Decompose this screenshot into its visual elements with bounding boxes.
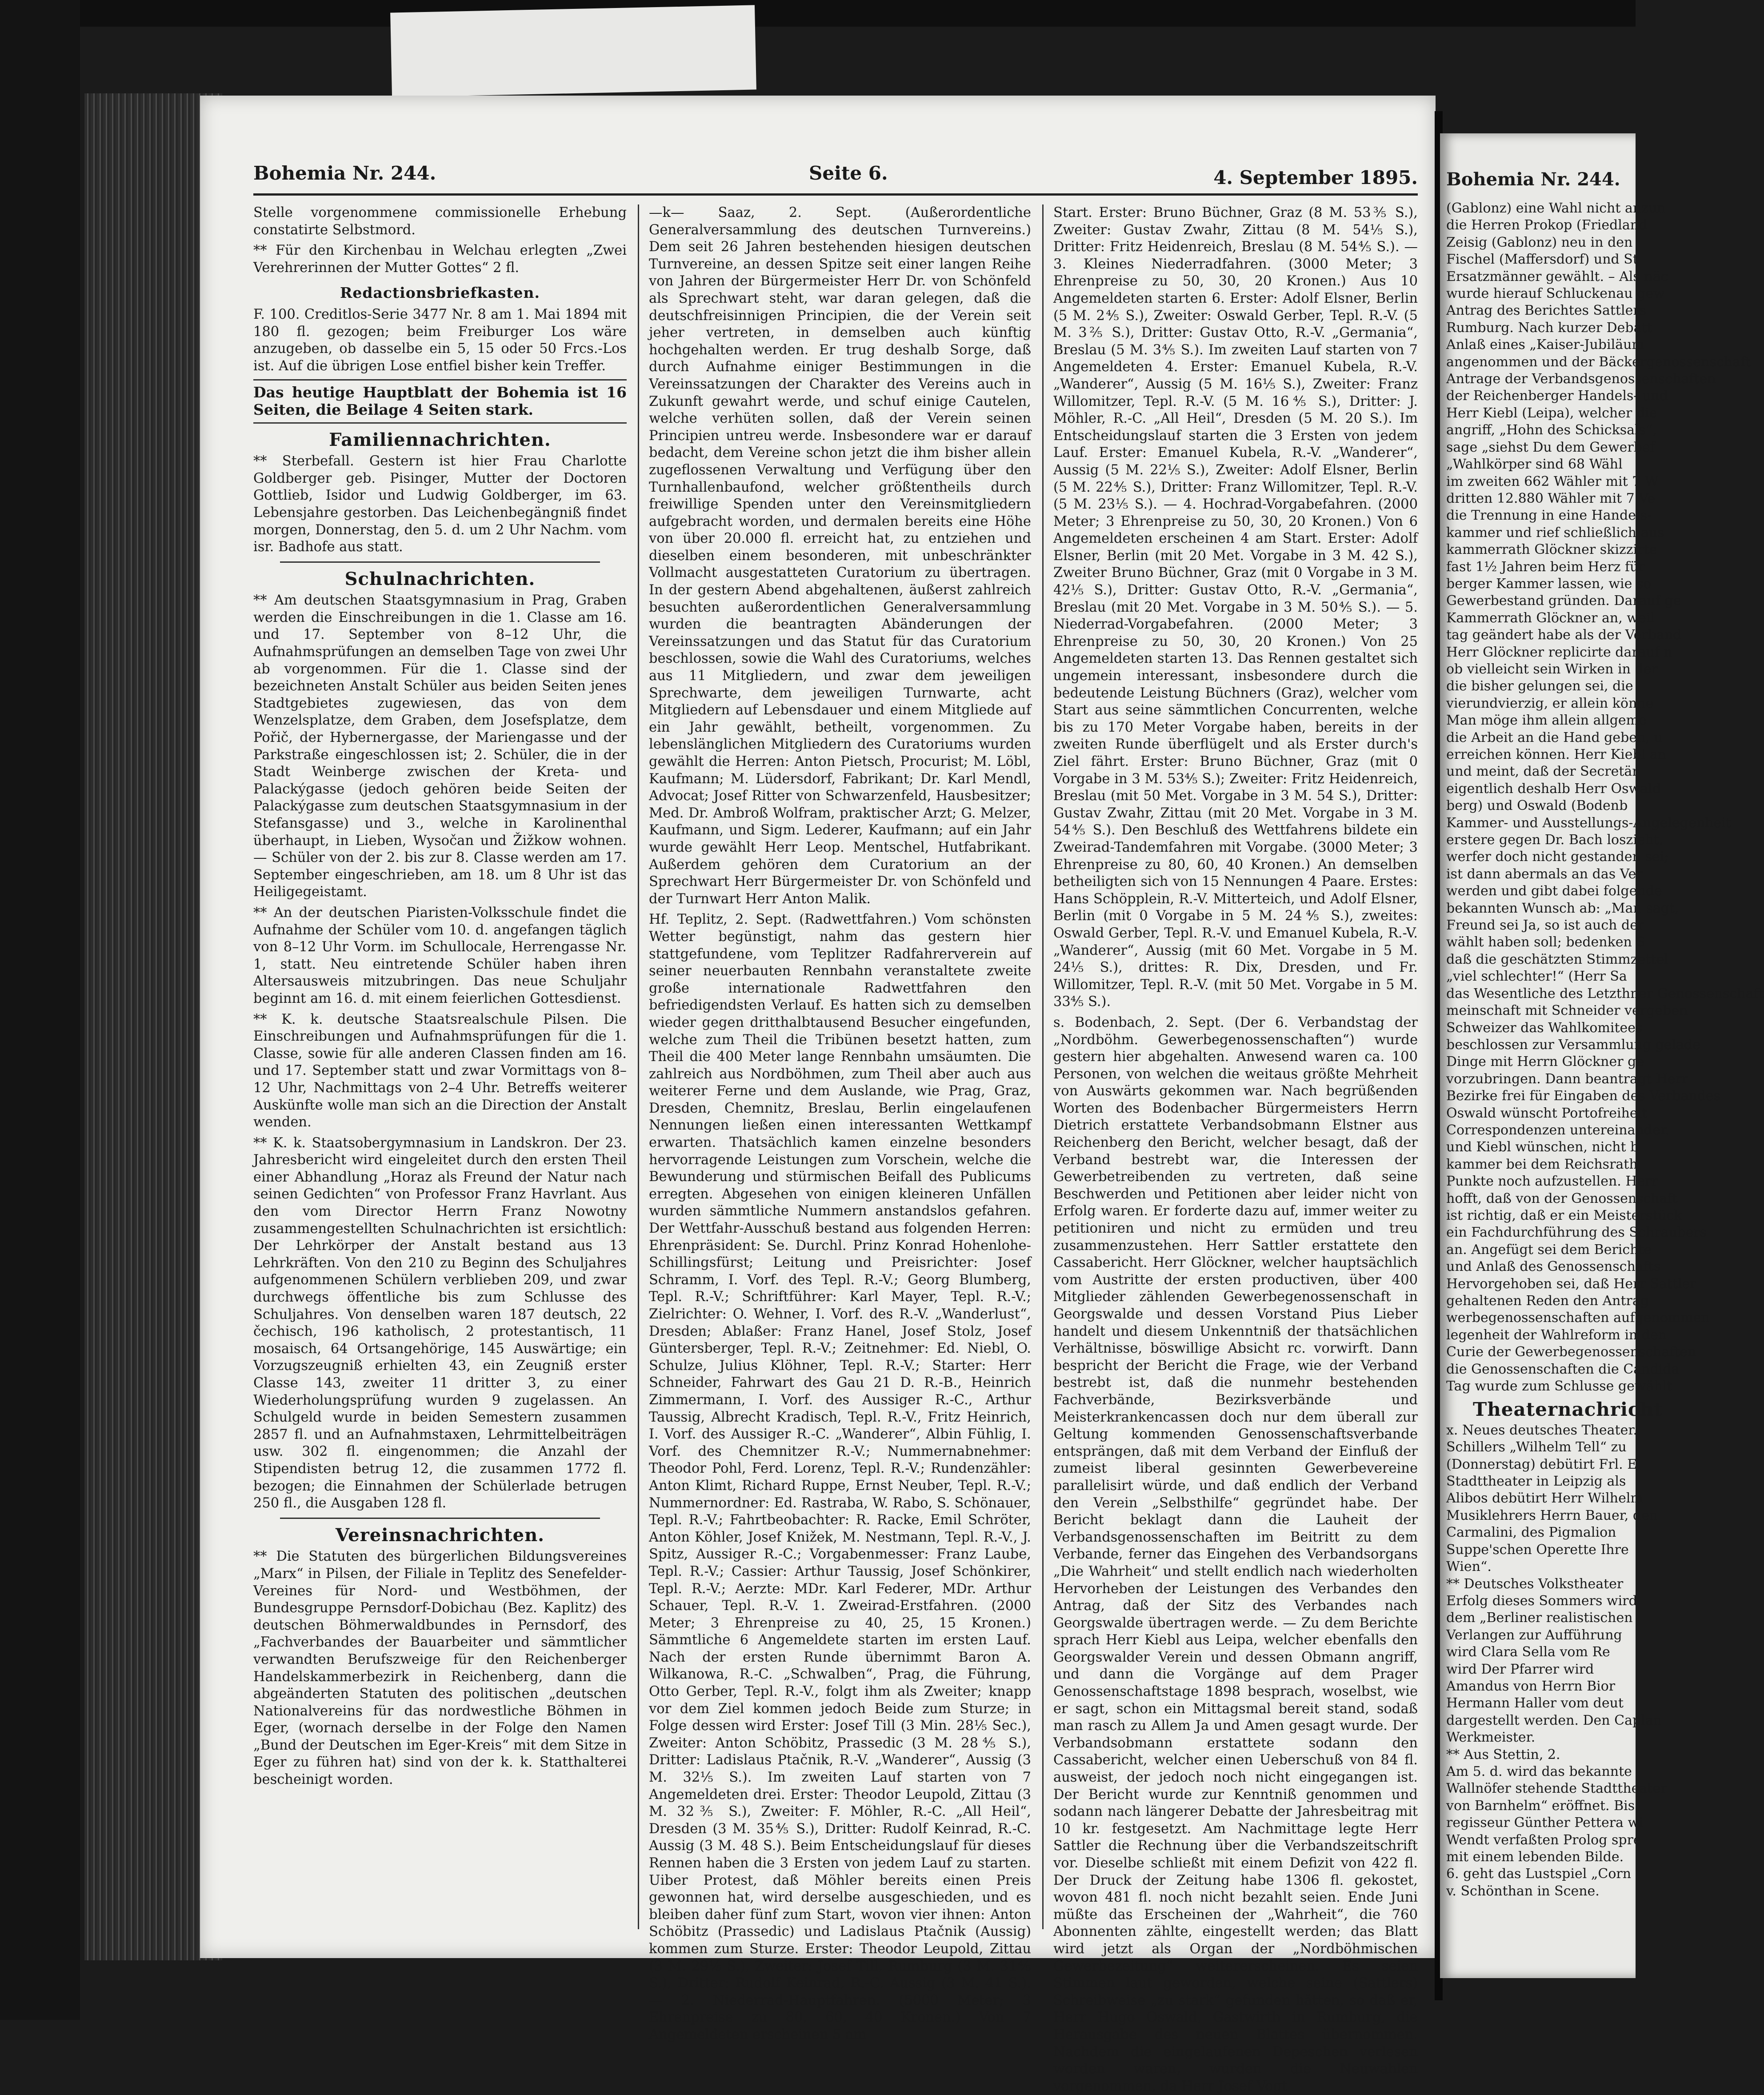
adjacent-page-line: die bisher gelungen sei, die [1446, 678, 1633, 694]
adjacent-page-line: wählt haben soll; bedenken S [1446, 934, 1645, 950]
adjacent-page-line: und meint, daß der Secretär [1446, 764, 1639, 780]
adjacent-page-line: Kammer- und Ausstellungs-Angelegenheit [1446, 815, 1731, 831]
separator [280, 1518, 600, 1519]
column-rule [1042, 204, 1044, 1929]
adjacent-page-line: Stadttheater in Leipzig als [1446, 1474, 1626, 1490]
adjacent-page-line: dritten 12.880 Wähler mit 7 Ve [1446, 490, 1655, 506]
adjacent-page-line: Theaternachricht [1473, 1398, 1663, 1421]
column-rule [638, 204, 639, 1929]
adjacent-page-line: Correspondenzen untereinander. [1446, 1122, 1670, 1138]
article-teplitz: Hf. Teplitz, 2. Sept. (Radwettfahren.) Vom schönsten Wetter begünstigt, nahm das gestern hier stattgefundene, vom Teplitzer Radfahrerverein auf seiner neuerbauten Rennbahn veranstaltete zweite große internationale Radwettfahren den befriedigendsten Verlauf. Es hatten sich zu demselben wieder gegen dritthalbtausend Besucher eingefunden, welche zum Theil die Tribünen besetzt hatten, zum Theil die 400 Meter lange Rennbahn umsäumten. Die zahlreich aus Nordböhmen, zum Theil aber auch aus weiterer Ferne und dem Auslande, wie Prag, Graz, Dresden, Chemnitz, Breslau, Berlin eingelaufenen Nennungen ließen einen interessanten Wettkampf erwarten. Thatsächlich kamen einzelne besonders hervorragende Leistungen zum Vorschein, welche die Bewunderung und stürmischen Beifall des Publicums erregten. Abgesehen von einigen kleineren Unfällen wurden sämmtliche Nummern anstandslos gefahren. Der Wettfahr-Ausschuß bestand aus folgenden Herren: Ehrenpräsident: Se. Durchl. Prinz Konrad Hohenlohe-Schillingsfürst; Leitung und Preisrichter: Josef Schramm, I. Vorf. des Tepl. R.-V.; Georg Blumberg, Tepl. R.-V.; Schriftführer: Karl Mayer, Tepl. R.-V.; Zielrichter: O. Wehner, I. Vorf. des R.-V. „Wanderlust“, Dresden; Ablaßer: Franz Hanel, Josef Stolz, Josef Güntersberger, Tepl. R.-V.; Zeitnehmer: Ed. Niebl, O. Schulze, Julius Klöhner, Tepl. R.-V.; Starter: Herr Schneider, Fahrwart des Gau 21 D. R.-B., Heinrich Zimmermann, I. Vorf. des Aussiger R.-C., Arthur Taussig, Albrecht Kradisch, Tepl. R.-V., Fritz Heinrich, I. Vorf. des Aussiger R.-C. „Wanderer“, Albin Fühlig, I. Vorf. des Chemnitzer R.-V.; Nummernabnehmer: Theodor Pohl, Ferd. Lorenz, Tepl. R.-V.; Rundenzähler: Anton Klimt, Richard Ruppe, Ernst Neuber, Tepl. R.-V.; Nummernordner: Ed. Rastraba, W. Rabo, S. Schönauer, Tepl. R.-V.; Fahrtbeobachter: R. Racke, Emil Schröter, Anton Köhler, Josef Knižek, M. Nestmann, Tepl. R.-V., J. Spitz, Aussiger R.-C.; Vorgabenmesser: Franz Laube, Tepl. R.-V.; Cassier: Arthur Taussig, Josef Schönkirer, Tepl. R.-V.; Aerzte: MDr. Karl Federer, MDr. Arthur Schauer, Tepl. R.-V. 1. Zweirad-Erstfahren. (2000 Meter; 3 Ehrenpreise zu 40, 25, 15 Kronen.) Sämmtliche 6 Angemeldete starten im ersten Lauf. Nach der ersten Runde übernimmt Baron A. Wilkanowa, R.-C. „Schwalben“, Prag, die Führung, Otto Gerber, Tepl. R.-V., folgt ihm als Zweiter; knapp vor dem Ziel kommen jedoch Beide zum Sturze; in Folge dessen wird Erster: Josef Till (3 Min. 28⅕ Sec.), Zweiter: Anton Schöbitz, Prassedic (3 M. 28⅘ S.), Dritter: Ladislaus Ptačnik, R.-V. „Wanderer“, Aussig (3 M. 32⅕ S.). Im zweiten Lauf starten von 7 Angemeldeten drei. Erster: Theodor Leupold, Zittau (3 M. 32⅗ S.), Zweiter: F. Möhler, R.-C. „All Heil“, Dresden (3 M. 35⅘ S.), Dritter: Rudolf Keinrad, R.-C. Aussig (3 M. 48 S.). Beim Entscheidungslauf für dieses Rennen haben die 3 Ersten von jedem Lauf zu starten. Uiber Protest, daß Möhler bereits einen Preis gewonnen hat, wird derselbe ausgeschieden, und es bleiben daher fünf zum Start, wovon vier ihnen: Anton Schöbitz (Prassedic) und Ladislaus Ptačnik (Aussig) kommen zum Sturze. Erster: Theodor Leupold, Zittau (3 M. 29⅕ S.), Zweiter: Josef Till, Rumburg (3 M. 31⅘ S.), Dritter: Rudolf Keinrad, R.-C. Aussig (3 M. 41 S.). — 2. Niederrad-Hauptfahren. (5000 Meter; 3 Ehrenpreise zu 80, 60, 40 Kronen.) Von 7 Angemeldeten erscheinen 5 am [649, 912, 1031, 2043]
article-schul-4: ** K. k. Staatsobergymnasium in Landskron. Der 23. Jahresbericht wird eingeleitet durch den ersten Theil einer Abhandlung „Horaz als Freund der Natur nach seinen Gedichten“ von Professor Franz Havrlant. Aus den vom Director Herrn Franz Nowotny zusammengestellten Schulnachrichten ist ersichtlich: Der Lehrkörper der Anstalt bestand aus 13 Lehrkräften. Von den 210 zu Beginn des Schuljahres aufgenommenen Schülern verblieben 209, und zwar durchwegs öffentliche bis zum Schlusse des Schuljahres. Von denselben waren 187 deutsch, 22 čechisch, 196 katholisch, 2 protestantisch, 11 mosaisch, 64 Ortsangehörige, 145 Auswärtige; ein Vorzugszeugniß erhielten 43, ein Zeugniß erster Classe 143, zweiter 11 dritter 3, zu einer Wiederholungsprüfung wurden 9 zugelassen. An Schulgeld wurde in beiden Semestern zusammen 2857 fl. und an Aufnahmstaxen, Lehrmittelbeiträgen usw. 302 fl. eingenommen; die Anzahl der Stipendisten betrug 12, die zusammen 1772 fl. bezogen; die Einnahmen der Schülerlade betrugen 250 fl., die Ausgaben 128 fl. [253, 1135, 627, 1511]
adjacent-page-line: x. Neues deutsches Theater. [1446, 1422, 1637, 1438]
adjacent-page-line: der Reichenberger Handels- und [1446, 388, 1668, 404]
adjacent-page-line: gehaltenen Reden den Antrag [1446, 1293, 1649, 1309]
paper-fragment [390, 5, 756, 97]
article-saaz: —k— Saaz, 2. Sept. (Außerordentliche Generalversammlung des deutschen Turnvereins.) Dem seit 26 Jahren bestehenden hiesigen deutschen Turnvereine, an dessen Spitze seit einer langen Reihe von Jahren der Bürgermeister Herr Dr. von Schönfeld als Sprechwart steht, war daran gelegen, daß die deutschfreisinnigen Principien, die der Verein seit jeher vertreten, in demselben auch künftig hochgehalten werden. Er trug deshalb Sorge, daß durch Aufnahme einiger Bestimmungen in die Vereinssatzungen der Charakter des Vereins auch in Zukunft gewahrt werde, und schuf einige Cautelen, welche verhüten sollen, daß der Verein seinen Principien untreu werde. Insbesondere war er darauf bedacht, dem Vereine schon jetzt die ihm bisher allein zugeflossenen Verwaltung und Verfügung über den Turnhallenbaufond, welcher größtentheils durch freiwillige Spenden unter den Vereinsmitgliedern aufgebracht worden, und dermalen bereits eine Höhe von über 20.000 fl. erreicht hat, zu entziehen und dieselben einem besonderen, mit unbeschränkter Vollmacht ausgestatteten Curatorium zu übertragen. In der gestern Abend abgehaltenen, äußerst zahlreich besuchten außerordentlichen Generalversammlung wurden die beantragten Abänderungen der Vereinssatzungen und das Statut für das Curatorium beschlossen, sowie die Wahl des Curatoriums, welches aus 11 Mitgliedern, und zwar dem jeweiligen Sprechwarte, dem jeweiligen Turnwarte, acht Mitgliedern auf Lebensdauer und einem Mitgliede auf ein Jahr gewählt, betheilt, vorgenommen. Zu lebenslänglichen Mitgliedern des Curatoriums wurden gewählt die Herren: Anton Pietsch, Procurist; M. Löbl, Kaufmann; M. Lüdersdorf, Fabrikant; Dr. Karl Mendl, Advocat; Josef Ritter von Schwarzenfeld, Hausbesitzer; Med. Dr. Ambroß Wolfram, praktischer Arzt; G. Melzer, Kaufmann, und Sigm. Lederer, Kaufmann; auf ein Jahr wurde gewählt Herr Leop. Mentschel, Hutfabrikant. Außerdem gehören dem Curatorium an der Sprechwart Herr Bürgermeister Dr. von Schönfeld und der Turnwart Herr Anton Malik. [649, 205, 1031, 907]
adjacent-page-line: wird Der Pfarrer wird [1446, 1661, 1594, 1677]
article-verein: ** Die Statuten des bürgerlichen Bildungsvereines „Marx“ in Pilsen, der Filiale in Teplitz des Senefelder-Vereines für Nord- und Westböhmen, der Bundesgruppe Pernsdorf-Dobichau (Bez. Kaplitz) des deutschen Böhmerwaldbundes in Pernsdorf, des „Fachverbandes der Bauarbeiter und sämmtlicher verwandten Berufszweige für den Reichenberger Handelskammerbezirk in Reichenberg, dann die abgeänderten Statuten des politischen „deutschen Nationalvereins für das nordwestliche Böhmen in Eger, (wornach derselbe in der Folge den Namen „Bund der Deutschen im Eger-Kreis“ mit dem Sitze in Eger zu führen hat) sind von der k. k. Statthalterei bescheinigt worden. [253, 1549, 627, 1788]
adjacent-page-line: Fischel (Maffersdorf) und St [1446, 252, 1638, 268]
adjacent-page-line: angriff, „Hohn des Schicksals“, [1446, 422, 1657, 438]
adjacent-page-line: Ersatzmänner gewählt. – Als näc [1446, 268, 1668, 284]
adjacent-page-line: Alibos debütirt Herr Wilhelm [1446, 1490, 1643, 1506]
adjacent-page-line: Anlaß eines „Kaiser-Jubiläum [1446, 337, 1644, 353]
adjacent-page-line: (Gablonz) eine Wahl nicht anzun [1446, 200, 1666, 216]
adjacent-page-line: Wendt verfaßten Prolog spre [1446, 1832, 1641, 1848]
scan-background-top [0, 0, 1636, 27]
adjacent-page-line: das Wesentliche des Letzthner Genossenschaft [1446, 985, 1764, 1001]
adjacent-page-line: die Trennung in eine Handels- [1446, 508, 1652, 524]
section-heading-schul: Schulnachrichten. [344, 568, 536, 589]
adjacent-page-line: Suppe'schen Operette Ihre [1446, 1542, 1629, 1558]
adjacent-page-line: Dinge mit Herrn Glöckner ge [1446, 1054, 1644, 1070]
adjacent-page-header: Bohemia Nr. 244. [1446, 169, 1620, 190]
adjacent-page-line: dargestellt werden. Den Caplan [1446, 1712, 1662, 1728]
adjacent-page-line: Antrage der Verbandsgenossenschaften [1446, 371, 1716, 387]
adjacent-page-line: erreichen können. Herr Kiebl an [1446, 747, 1666, 762]
header-page-number: Seite 6. [809, 162, 888, 184]
page-header [253, 162, 1418, 198]
adjacent-page-line: Zeisig (Gablonz) neu in den [1446, 234, 1633, 250]
separator [280, 561, 600, 563]
adjacent-page-line: Amandus von Herrn Bior [1446, 1678, 1616, 1694]
adjacent-page-line: Bezirke frei für Eingaben des Verbandes [1446, 1088, 1721, 1104]
adjacent-page-line: legenheit der Wahlreform in den [1446, 1327, 1667, 1343]
adjacent-page-line: und Kiebl wünschen, nicht b [1446, 1139, 1639, 1155]
adjacent-page-line: Am 5. d. wird das bekannte [1446, 1763, 1632, 1779]
adjacent-page-line: vierundvierzig, er allein könne [1446, 695, 1654, 711]
article-familien: ** Sterbefall. Gestern ist hier Frau Charlotte Goldberger geb. Pisinger, Mutter der Doctoren Gottlieb, Isidor und Ludwig Goldberger, im 63. Lebensjahre gestorben. Das Leichenbegängniß findet morgen, Donnerstag, den 5. d. um 2 Uhr Nachm. vom isr. Badhofe aus statt. [253, 453, 627, 555]
adjacent-page-line: Herr Kiebl (Leipa), welcher die [1446, 405, 1657, 421]
adjacent-page-line: kammer und rief schließlich aus [1446, 525, 1664, 541]
article-schul-1: ** Am deutschen Staatsgymnasium in Prag, Graben werden die Einschreibungen in die 1. Classe am 16. und 17. September von 8–12 Uhr, die Aufnahmsprüfungen an demselben Tage von zwei Uhr ab vorgenommen. Für die 1. Classe sind der bezeichneten Anstalt Schüler aus beiden Seiten jenes Stadtgebietes zugewiesen, das von dem Wenzelsplatze, dem Graben, dem Josefsplatze, dem Pořič, der Hybernergasse, der Mariengasse und der Parkstraße eingeschlossen ist; 2. Schüler, die in der Stadt Weinberge zwischen der Kreta- und Palackýgasse (jedoch gehören beide Seiten der Palackýgasse zum deutschen Staatsgymnasium in der Stefansgasse) und 3., welche in Karolinenthal überhaupt, in Lieben, Wysočan und Žižkow wohnen. — Schüler von der 2. bis zur 8. Classe werden am 17. September eingeschrieben, am 18. um 8 Uhr ist das Heiligegeistamt. [253, 593, 627, 900]
article-redaktion: F. 100. Creditlos-Serie 3477 Nr. 8 am 1. Mai 1894 mit 180 fl. gezogen; beim Freiburger Los wäre anzugeben, ob dasselbe ein 5, 15 oder 50 Frcs.-Los ist. Auf die übrigen Lose entfiel bisher kein Treffer. [253, 306, 627, 374]
adjacent-page-line: tag geändert habe als der Verband [1446, 627, 1682, 643]
adjacent-page-line: Kammerrath Glöckner an, weil [1446, 610, 1655, 626]
column-3 [1053, 204, 1418, 2094]
adjacent-page-line: beschlossen zur Versammlung gelade [1446, 1037, 1701, 1053]
adjacent-page-line: „viel schlechter!“ (Herr Sa [1446, 969, 1627, 985]
adjacent-page-column [1446, 200, 1764, 1900]
adjacent-page-line: (Donnerstag) debütirt Frl. E [1446, 1456, 1637, 1472]
adjacent-page-line: die Arbeit an die Hand geben, u [1446, 729, 1663, 745]
adjacent-page-line: Carmalini, des Pigmalion [1446, 1525, 1616, 1541]
adjacent-page-line: fast 1½ Jahren beim Herz für [1446, 559, 1645, 575]
adjacent-page-line: Wallnöfer stehende Stadttheater [1446, 1781, 1667, 1797]
adjacent-page-line: im zweiten 662 Wähler mit 7 W [1446, 473, 1659, 489]
adjacent-page-line: Schillers „Wilhelm Tell“ zu [1446, 1439, 1627, 1455]
adjacent-page-line: Hervorgehoben sei, daß Herr Sattler [1446, 1276, 1696, 1292]
adjacent-page-line: an. Angefügt sei dem Berichte [1446, 1242, 1652, 1258]
adjacent-page-line: Curie der Gewerbegenossenschaften [1446, 1344, 1696, 1360]
adjacent-page-line: Verlangen zur Aufführung [1446, 1627, 1622, 1643]
adjacent-page-line: kammer bei dem Reichsrath [1446, 1156, 1638, 1172]
section-heading-redaktion: Redactionsbriefkasten. [340, 284, 540, 302]
adjacent-page-line: sage „siehst Du dem Gewerbef [1446, 439, 1655, 455]
adjacent-page-line: dem „Berliner realistischen [1446, 1610, 1633, 1626]
adjacent-page-line: ist dann abermals an das Ver [1446, 866, 1643, 882]
adjacent-page-line: werden und gibt dabei folgende [1446, 883, 1662, 899]
adjacent-page-line: werbegenossenschaften aufgenommen [1446, 1310, 1710, 1326]
adjacent-page-line: Erfolg dieses Sommers wird [1446, 1593, 1637, 1609]
adjacent-page-line: die Herren Prokop (Friedland [1446, 217, 1648, 233]
adjacent-page-line: hofft, daß von der Genossenschaft [1446, 1190, 1678, 1206]
adjacent-page-line: ist richtig, daß er ein Meisterstück [1446, 1207, 1682, 1223]
adjacent-page-line: Tag wurde zum Schlusse gewählt [1446, 1378, 1672, 1394]
article-kirchenbau: ** Für den Kirchenbau in Welchau erlegten „Zwei Verehrerinnen der Mutter Gottes“ 2 fl. [253, 243, 627, 276]
adjacent-page-line: ** Aus Stettin, 2. [1446, 1747, 1560, 1763]
adjacent-page-line: Rumburg. Nach kurzer Debatt [1446, 320, 1652, 336]
adjacent-page-line: Antrag des Berichtes Sattlers [1446, 303, 1647, 319]
header-masthead: Bohemia Nr. 244. [253, 162, 436, 184]
adjacent-page-line: 6. geht das Lustspiel „Corn [1446, 1866, 1632, 1882]
adjacent-page-line: berg) und Oswald (Bodenb [1446, 798, 1628, 814]
adjacent-page [1440, 133, 1764, 1978]
article-schul-3: ** K. k. deutsche Staatsrealschule Pilsen. Die Einschreibungen und Aufnahmsprüfungen für die 1. Classe, sowie für alle anderen Classen finden am 16. und 17. September statt und zwar Vormittags von 8–12 Uhr, Nachmittags von 2–4 Uhr. Betreffs weiterer Auskünfte wolle man sich an die Direction der Anstalt wenden. [253, 1011, 627, 1130]
adjacent-page-line: von Barnhelm“ eröffnet. Bis [1446, 1798, 1635, 1814]
newspaper-page [200, 96, 1436, 2094]
adjacent-page-line: ein Fachdurchführung des Schraubers [1446, 1225, 1707, 1241]
scan-background-left [0, 0, 80, 2020]
adjacent-page-line: bekannten Wunsch ab: „Man sagt, [1446, 900, 1679, 916]
article-race-results: Start. Erster: Bruno Büchner, Graz (8 M. 53⅗ S.), Zweiter: Gustav Zwahr, Zittau (8 M. 54⅕ S.), Dritter: Fritz Heidenreich, Breslau (8 M. 54⅘ S.). — 3. Kleines Niederradfahren. (3000 Meter; 3 Ehrenpreise zu 50, 30, 20 Kronen.) Aus 10 Angemeldeten starten 6. Erster: Adolf Elsner, Berlin (5 M. 2⅘ S.), Zweiter: Oswald Gerber, Tepl. R.-V. (5 M. 3⅖ S.), Dritter: Gustav Otto, R.-V. „Germania“, Breslau (5 M. 3⅘ S.). Im zweiten Lauf starten von 7 Angemeldeten 4. Erster: Emanuel Kubela, R.-V. „Wanderer“, Aussig (5 M. 16⅕ S.), Zweiter: Franz Willomitzer, Tepl. R.-V. (5 M. 16⅘ S.), Dritter: J. Möhler, R.-C. „All Heil“, Dresden (5 M. 20 S.). Im Entscheidungslauf starten die 3 Ersten von jedem Lauf. Erster: Emanuel Kubela, R.-V. „Wanderer“, Aussig (5 M. 22⅕ S.), Zweiter: Adolf Elsner, Berlin (5 M. 22⅘ S.), Dritter: Franz Willomitzer, Tepl. R.-V. (5 M. 23⅕ S.). — 4. Hochrad-Vorgabefahren. (2000 Meter; 3 Ehrenpreise zu 50, 30, 20 Kronen.) Von 6 Angemeldeten erscheinen 4 am Start. Erster: Adolf Elsner, Berlin (mit 20 Met. Vorgabe in 3 M. 42 S.), Zweiter Bruno Büchner, Graz (mit 0 Vorgabe in 3 M. 42⅕ S.), Dritter: Gustav Otto, R.-V. „Germania“, Breslau (mit 20 Met. Vorgabe in 3 M. 50⅘ S.). — 5. Niederrad-Vorgabefahren. (2000 Meter; 3 Ehrenpreise zu 50, 30, 20 Kronen.) Von 25 Angemeldeten starten 13. Das Rennen gestaltet sich ungemein interessant, insbesondere durch die bedeutende Leistung Büchners (Graz), welcher vom Start aus seine sämmtlichen Concurrenten, welche bis zu 170 Meter Vorgabe haben, bereits in der zweiten Runde überflügelt und als Erster durch's Ziel fährt. Erster: Bruno Büchner, Graz (mit 0 Vorgabe in 3 M. 53⅘ S.); Zweiter: Fritz Heidenreich, Breslau (mit 50 Met. Vorgabe in 3 M. 54 S.), Dritter: Gustav Zwahr, Zittau (mit 20 Met. Vorgabe in 3 M. 54⅘ S.). Den Beschluß des Wettfahrens bildete ein Zweirad-Tandemfahren mit Vorgabe. (3000 Meter; 3 Ehrenpreise zu 80, 60, 40 Kronen.) An demselben betheiligten sich von 15 Nennungen 4 Paare. Erstes: Hans Schöpplein, R.-V. Mitterteich, und Adolf Elsner, Berlin (mit 0 Vorgabe in 5 M. 24⅘ S.), zweites: Oswald Gerber, Tepl. R.-V. und Emanuel Kubela, R.-V. „Wanderer“, Aussig (mit 60 Met. Vorgabe in 5 M. 24⅕ S.), drittes: R. Dix, Dresden, und Fr. Willomitzer, Tepl. R.-V. (mit 50 Met. Vorgabe in 5 M. 33⅘ S.). [1053, 205, 1418, 1010]
column-1 [253, 204, 627, 1929]
adjacent-page-line: daß die geschätzten Stimmzettel [1446, 951, 1668, 967]
adjacent-page-line: wird Clara Sella vom Re [1446, 1644, 1610, 1660]
adjacent-page-line: Man möge ihm allein allgeme [1446, 713, 1647, 729]
adjacent-page-line: Gewerbestand gründen. Darauf ge [1446, 593, 1681, 609]
adjacent-page-line: Freund sei Ja, so ist auch der [1446, 917, 1644, 933]
adjacent-page-line: Musiklehrers Herrn Bauer, den [1446, 1507, 1658, 1523]
adjacent-page-line: Oswald wünscht Portofreiheit [1446, 1105, 1648, 1121]
adjacent-page-line: „Wahlkörper sind 68 Wähl [1446, 457, 1623, 473]
adjacent-page-line: Hermann Haller vom deut [1446, 1695, 1624, 1711]
adjacent-page-line: und Anlaß des Genossenschafts [1446, 1259, 1661, 1275]
header-date: 4. September 1895. [1213, 167, 1418, 188]
adjacent-page-line: erstere gegen Dr. Bach loszieht. [1446, 832, 1664, 848]
notice-box: Das heutige Hauptblatt der Bohemia ist 16 Seiten, die Beilage 4 Seiten stark. [253, 379, 627, 423]
adjacent-page-line: Schweizer das Wahlkomitees [1446, 1020, 1643, 1036]
adjacent-page-line: ** Deutsches Volkstheater [1446, 1576, 1624, 1592]
adjacent-page-line: Herr Glöckner replicirte darauf n [1446, 644, 1672, 660]
adjacent-page-line: mit einem lebenden Bilde. [1446, 1849, 1624, 1865]
adjacent-page-line: regisseur Günther Pettera wi [1446, 1815, 1644, 1831]
adjacent-page-line: Punkte noch aufzustellen. Herr [1446, 1174, 1658, 1190]
article-bodenbach: s. Bodenbach, 2. Sept. (Der 6. Verbandstag der „Nordböhm. Gewerbegenossenschaften“) wurde gestern hier abgehalten. Anwesend waren ca. 100 Personen, von welchen die weitaus größte Mehrheit von Auswärts gekommen war. Nach begrüßenden Worten des Bodenbacher Bürgermeisters Herrn Dietrich erstattete Verbandsobmann Elstner aus Reichenberg den Bericht, welcher besagt, daß der Verband bestrebt war, die Interessen der Gewerbetreibenden zu vertreten, daß seine Beschwerden und Petitionen aber leider nicht von Erfolg waren. Er forderte dazu auf, immer weiter zu petitioniren und nicht zu ermüden und treu zusammenzustehen. Herr Sattler erstattete den Cassabericht. Herr Glöckner, welcher hauptsächlich vom Austritte der ersten productiven, über 400 Mitglieder zählenden Gewerbegenossenschaft in Georgswalde und dessen Vorstand Pius Lieber handelt und diesem Unkenntniß der thatsächlichen Verhältnisse, böswillige Absicht rc. vorwirft. Dann bespricht der Bericht die Frage, wie der Verband bestrebt ist, daß die nunmehr bestehenden Fachverbände, Bezirksverbände und Meisterkrankencassen doch nur dem überall zur Geltung kommenden Genossenschaftsverbande entsprängen, daß mit dem Verband der Einfluß der zumeist liberal gesinnten Gewerbevereine parallelisirt würde, und daß endlich der Verband den Verein „Selbsthilfe“ gegründet habe. Der Bericht beklagt dann die Lauheit der Verbandsgenossenschaften im Beitritt zu dem Verbande, ferner das Eingehen des Verbandsorgans „Die Wahrheit“ und stellt endlich nach wiederholten Hervorheben der Leistungen des Verbandes den Antrag, daß der Sitz des Verbandes nach Georgswalde übertragen werde. — Zu dem Berichte sprach Herr Kiebl aus Leipa, welcher ebenfalls den Georgswalder Verein und dessen Obmann angriff, und dann die Vorgänge auf dem Prager Genossenschaftstage 1898 besprach, woselbst, wie er sagt, schon ein Mittagsmal bereit stand, sodaß man rasch zu Allem Ja und Amen gesagt wurde. Der Verbandsobmann erstattete sodann den Cassabericht, welcher einen Ueberschuß von 84 fl. ausweist, der jedoch noch nicht eingegangen ist. Der Bericht wurde zur Kenntniß genommen und sodann nach längerer Debatte der Jahresbeitrag mit 10 kr. festgesetzt. Am Nachmittage legte Herr Sattler die Rechnung über die Verbandszeitschrift vor. Dieselbe schließt mit einem Defizit von 422 fl. Der Druck der Zeitung habe 1306 fl. gekostet, wovon 481 fl. noch nicht bezahlt seien. Ende Juni müßte das Erscheinen der „Wahrheit“, die 760 Abonnenten zählte, eingestellt werden; das Blatt wird jetzt als Organ der „Nordböhmischen Gewerbezeitung“ weitererscheinen. Es seien Stimmen laut geworden, welche seine (Sattlers) Schreibweise „zu stark“ gefunden hätten, so daß er, Herr Hugo Oswald, Gastwirth in Rumburg, die Herausgabe des neuen Blattes übernommen. Nachdem die eingelaufenen Depeschen verlesen worden waren, wurden die Neuwahlen vorgenommen, da Herr Josef Vogt [1053, 1014, 1418, 2094]
adjacent-page-line: eigentlich deshalb Herr Oswald [1446, 781, 1661, 797]
adjacent-page-line: wurde hierauf Schluckenau gew [1446, 286, 1665, 302]
header-rule [253, 193, 1418, 196]
adjacent-page-line: Werkmeister. [1446, 1730, 1536, 1746]
section-heading-verein: Vereinsnachrichten. [335, 1524, 545, 1546]
adjacent-page-line: ob vielleicht sein Wirken in der [1446, 661, 1658, 677]
adjacent-page-line: kammerrath Glöckner skizzirte [1446, 542, 1657, 558]
column-2 [649, 204, 1031, 2043]
article-schul-2: ** An der deutschen Piaristen-Volksschule findet die Aufnahme der Schüler vom 10. d. angefangen täglich von 8–12 Uhr Vorm. im Schullocale, Herrengasse Nr. 1, statt. Neu eintretende Schüler haben ihren Altersausweis mitzubringen. Das neue Schuljahr beginnt am 16. d. mit einem feierlichen Gottesdienst. [253, 905, 627, 1006]
section-heading-familien: Familiennachrichten. [329, 429, 551, 450]
adjacent-page-line: berger Kammer lassen, wie so [1446, 576, 1652, 592]
adjacent-page-line: angenommen und der Bäckergenossenschaft [1446, 354, 1751, 370]
adjacent-page-line: meinschaft mit Schneider vergeben [1446, 1003, 1688, 1019]
adjacent-page-line: Wien“. [1446, 1559, 1492, 1575]
article-lead: Stelle vorgenommene commissionelle Erhebung constatirte Selbstmord. [253, 205, 627, 238]
adjacent-page-line: vorzubringen. Dann beantragt Herr [1446, 1071, 1688, 1087]
adjacent-page-line: werfer doch nicht gestanden sei; [1446, 849, 1669, 865]
adjacent-page-line: v. Schönthan in Scene. [1446, 1883, 1600, 1899]
adjacent-page-line: die Genossenschaften die Candida [1446, 1361, 1680, 1377]
